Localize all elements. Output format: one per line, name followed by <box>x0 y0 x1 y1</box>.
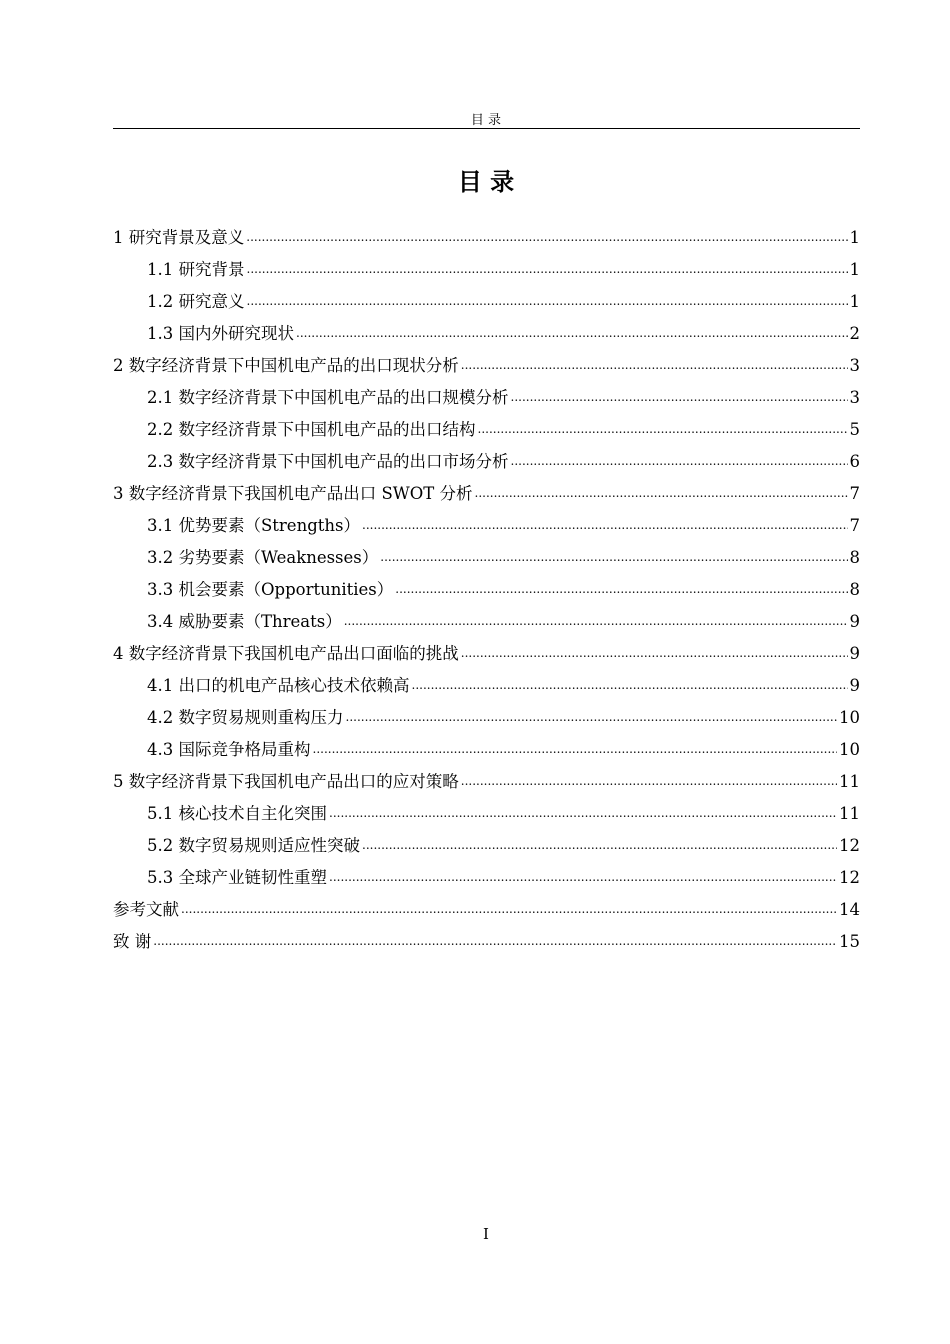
toc-entry[interactable] <box>113 894 860 926</box>
toc-entry-page: 9 <box>849 644 860 663</box>
toc-entry-label: 5.3 全球产业链韧性重塑 <box>147 868 327 887</box>
toc-entry-page: 10 <box>839 740 860 759</box>
toc-dot-leader <box>511 445 848 477</box>
toc-entry-page: 1 <box>849 292 860 311</box>
toc-entry-label: 2.2 数字经济背景下中国机电产品的出口结构 <box>147 420 476 439</box>
toc-dot-leader <box>344 605 848 637</box>
toc-dot-leader <box>461 765 837 797</box>
toc-dot-leader <box>461 349 848 381</box>
toc-entry[interactable] <box>113 702 860 734</box>
toc-dot-leader <box>247 285 848 317</box>
page-number: I <box>483 1225 489 1243</box>
toc-entry[interactable] <box>113 446 860 478</box>
toc-entry-page: 14 <box>839 900 860 919</box>
toc-entry-page: 12 <box>839 836 860 855</box>
toc-entry-page: 12 <box>839 868 860 887</box>
toc-entry-page: 5 <box>849 420 860 439</box>
toc-dot-leader <box>246 221 847 253</box>
toc-dot-leader <box>153 925 837 957</box>
toc-entry-page: 8 <box>849 548 860 567</box>
toc-dot-leader <box>313 733 838 765</box>
toc-entry[interactable] <box>113 382 860 414</box>
toc-entry[interactable] <box>113 254 860 286</box>
toc-entry-page: 3 <box>849 356 860 375</box>
toc-dot-leader <box>329 861 837 893</box>
toc-entry-label: 3.3 机会要素（Opportunities） <box>147 580 394 599</box>
toc-dot-leader <box>346 701 838 733</box>
toc-dot-leader <box>362 509 848 541</box>
toc-dot-leader <box>461 637 848 669</box>
toc-entry-label: 4.3 国际竞争格局重构 <box>147 740 311 759</box>
toc-entry[interactable] <box>113 734 860 766</box>
toc-entry-label: 3.2 劣势要素（Weaknesses） <box>147 548 379 567</box>
toc-dot-leader <box>181 893 837 925</box>
toc-entry[interactable] <box>113 638 860 670</box>
toc-entry-page: 3 <box>849 388 860 407</box>
toc-entry-label: 5 数字经济背景下我国机电产品出口的应对策略 <box>113 772 459 791</box>
toc-entry-page: 1 <box>849 228 860 247</box>
toc-entry-page: 8 <box>849 580 860 599</box>
toc-entry[interactable] <box>113 286 860 318</box>
toc-entry-label: 1 研究背景及意义 <box>113 228 245 247</box>
toc-entry-label: 参考文献 <box>113 900 179 919</box>
toc-dot-leader <box>412 669 848 701</box>
toc-dot-leader <box>475 477 848 509</box>
toc-entry-page: 7 <box>849 484 860 503</box>
toc-dot-leader <box>362 829 837 861</box>
toc-entry[interactable] <box>113 350 860 382</box>
toc-entry[interactable] <box>113 574 860 606</box>
toc-dot-leader <box>247 253 848 285</box>
toc-entry-label: 1.3 国内外研究现状 <box>147 324 294 343</box>
toc-entry[interactable] <box>113 478 860 510</box>
toc-entry-page: 10 <box>839 708 860 727</box>
toc-entry[interactable] <box>113 318 860 350</box>
toc-entry-label: 3.4 威胁要素（Threats） <box>147 612 342 631</box>
toc-entry-label: 3 数字经济背景下我国机电产品出口 SWOT 分析 <box>113 484 473 503</box>
toc-entry-page: 7 <box>849 516 860 535</box>
toc-dot-leader <box>329 797 837 829</box>
toc-entry-page: 1 <box>849 260 860 279</box>
toc-entry-label: 1.2 研究意义 <box>147 292 245 311</box>
toc-entry-page: 6 <box>849 452 860 471</box>
header-rule <box>113 128 860 129</box>
toc-entry-label: 2 数字经济背景下中国机电产品的出口现状分析 <box>113 356 459 375</box>
toc-entry-label: 1.1 研究背景 <box>147 260 245 279</box>
toc-entry-page: 9 <box>849 676 860 695</box>
toc-entry-label: 5.1 核心技术自主化突围 <box>147 804 327 823</box>
toc-entry[interactable] <box>113 606 860 638</box>
toc-dot-leader <box>296 317 848 349</box>
toc-entry-label: 2.3 数字经济背景下中国机电产品的出口市场分析 <box>147 452 509 471</box>
toc-dot-leader <box>395 573 847 605</box>
toc-entry-label: 4.2 数字贸易规则重构压力 <box>147 708 344 727</box>
running-header: 目 录 <box>470 113 502 128</box>
toc-entry-page: 9 <box>849 612 860 631</box>
toc-entry-label: 2.1 数字经济背景下中国机电产品的出口规模分析 <box>147 388 509 407</box>
toc-entry[interactable] <box>113 222 860 254</box>
toc-entry[interactable] <box>113 798 860 830</box>
toc-dot-leader <box>380 541 847 573</box>
page-title: 目 录 <box>457 168 515 196</box>
table-of-contents <box>113 222 860 958</box>
toc-dot-leader <box>478 413 848 445</box>
toc-dot-leader <box>511 381 848 413</box>
toc-entry[interactable] <box>113 830 860 862</box>
toc-entry-label: 4 数字经济背景下我国机电产品出口面临的挑战 <box>113 644 459 663</box>
toc-entry[interactable] <box>113 510 860 542</box>
toc-entry-label: 致 谢 <box>113 932 152 951</box>
toc-entry-page: 2 <box>849 324 860 343</box>
toc-entry[interactable] <box>113 542 860 574</box>
toc-entry-page: 15 <box>839 932 860 951</box>
toc-entry[interactable] <box>113 926 860 958</box>
toc-entry[interactable] <box>113 766 860 798</box>
toc-entry[interactable] <box>113 414 860 446</box>
toc-entry-label: 3.1 优势要素（Strengths） <box>147 516 360 535</box>
toc-entry-page: 11 <box>839 772 860 791</box>
toc-entry[interactable] <box>113 862 860 894</box>
toc-entry-page: 11 <box>839 804 860 823</box>
toc-entry-label: 5.2 数字贸易规则适应性突破 <box>147 836 360 855</box>
toc-entry-label: 4.1 出口的机电产品核心技术依赖高 <box>147 676 410 695</box>
toc-entry[interactable] <box>113 670 860 702</box>
